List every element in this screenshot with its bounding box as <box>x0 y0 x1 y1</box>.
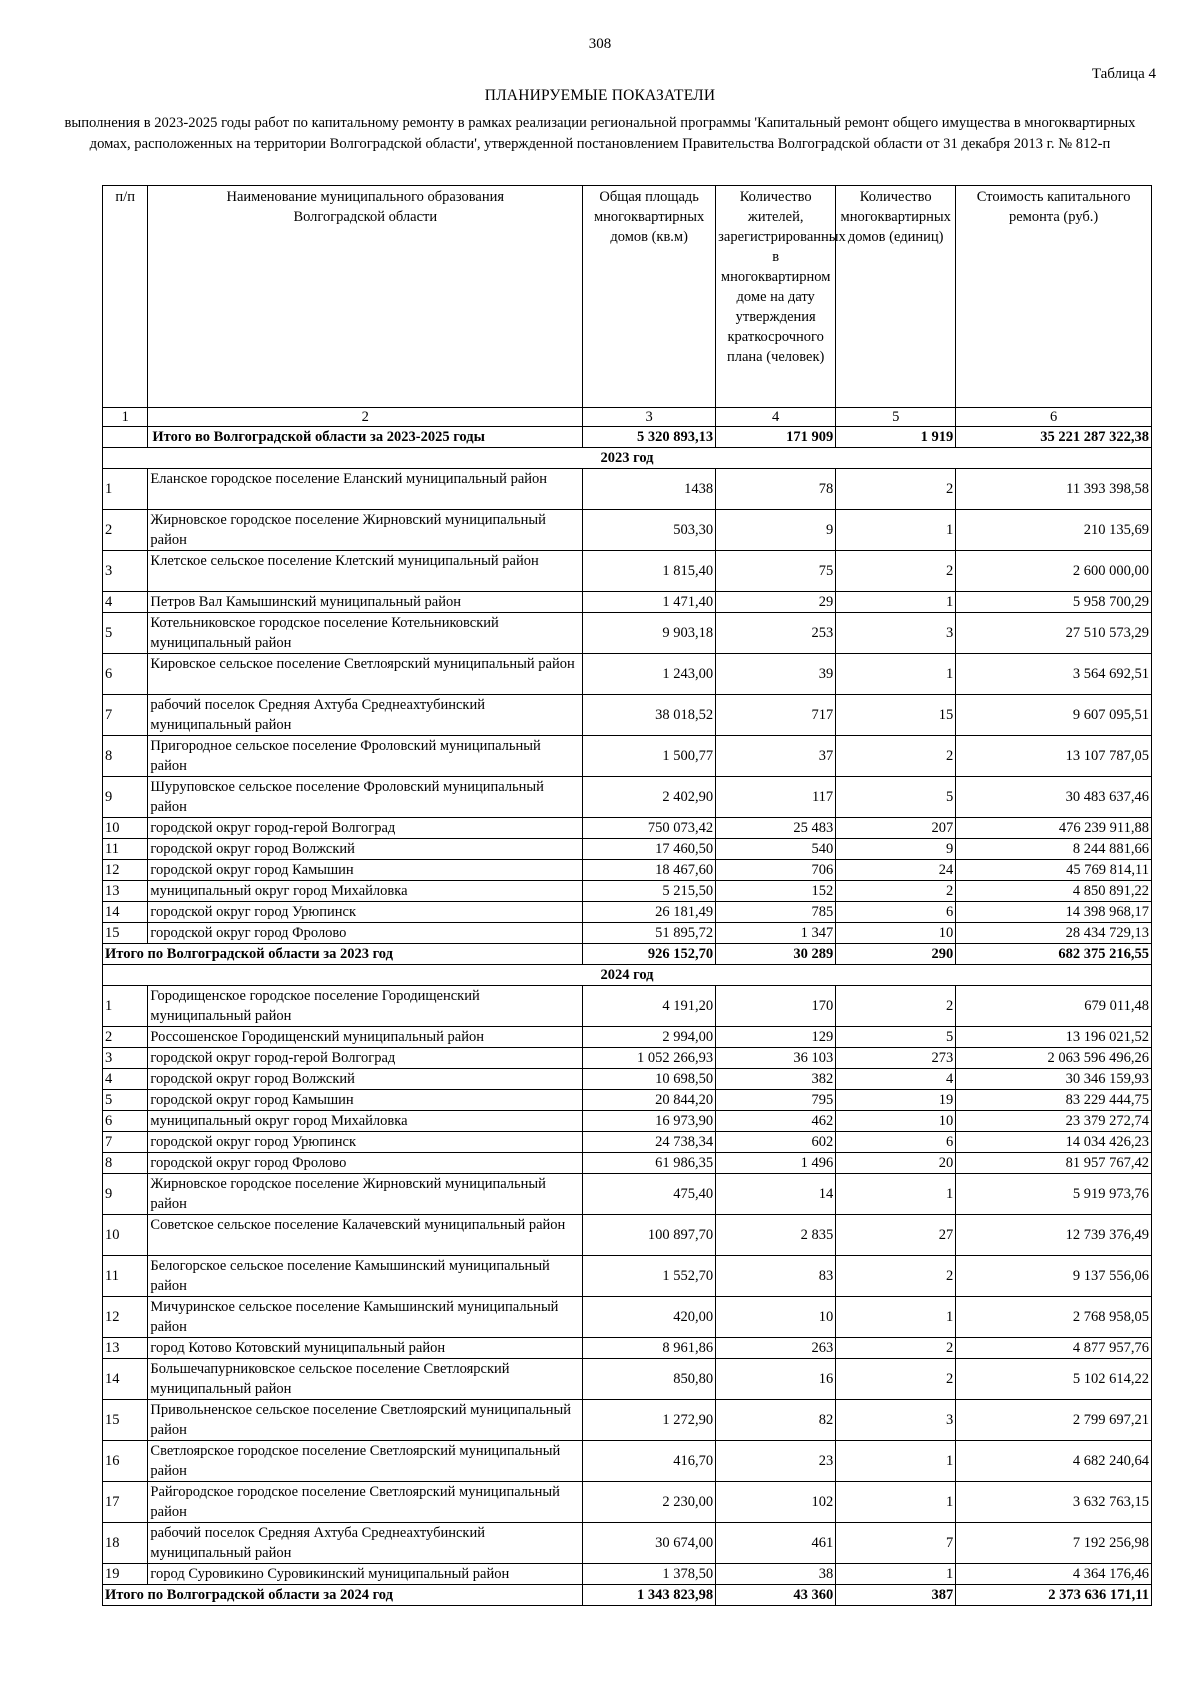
col-number: 3 <box>583 408 716 427</box>
table-header-row <box>103 186 1152 408</box>
area-value: 503,30 <box>583 510 716 551</box>
houses-value: 1 <box>836 1441 956 1482</box>
residents-value: 10 <box>716 1297 836 1338</box>
houses-value: 2 <box>836 736 956 777</box>
area-value: 10 698,50 <box>583 1069 716 1090</box>
table-label: Таблица 4 <box>1091 66 1156 82</box>
municipality-name: Райгородское городское поселение Светлоярский муниципальный район <box>148 1482 583 1523</box>
cost-value: 30 346 159,93 <box>956 1069 1152 1090</box>
houses-value: 1 <box>836 510 956 551</box>
row-number: 6 <box>103 654 148 695</box>
row-number: 11 <box>103 839 148 860</box>
table-row <box>103 510 1152 551</box>
area-value: 1 471,40 <box>583 592 716 613</box>
row-number: 3 <box>103 551 148 592</box>
document-title: ПЛАНИРУЕМЫЕ ПОКАЗАТЕЛИ <box>484 87 716 104</box>
header-houses: Количество многоквартирных домов (единиц) <box>836 186 956 408</box>
cost-value: 5 919 973,76 <box>956 1174 1152 1215</box>
table-row <box>103 1523 1152 1564</box>
cost-value: 11 393 398,58 <box>956 469 1152 510</box>
table-row <box>103 839 1152 860</box>
houses-value: 6 <box>836 902 956 923</box>
row-number: 5 <box>103 1090 148 1111</box>
residents-value: 117 <box>716 777 836 818</box>
cost-value: 3 632 763,15 <box>956 1482 1152 1523</box>
row-number: 15 <box>103 923 148 944</box>
municipality-name: Городищенское городское поселение Городищенский муниципальный район <box>148 986 583 1027</box>
residents-value: 263 <box>716 1338 836 1359</box>
municipality-name: Еланское городское поселение Еланский муниципальный район <box>148 469 583 510</box>
col-number: 1 <box>103 408 148 427</box>
houses-value: 2 <box>836 551 956 592</box>
houses-value: 2 <box>836 469 956 510</box>
houses-value: 5 <box>836 1027 956 1048</box>
area-value: 2 230,00 <box>583 1482 716 1523</box>
table-row <box>103 1297 1152 1338</box>
residents-value: 602 <box>716 1132 836 1153</box>
year-header-row <box>103 965 1152 986</box>
residents-value: 82 <box>716 1400 836 1441</box>
municipality-name: Советское сельское поселение Калачевский муниципальный район <box>148 1215 583 1256</box>
municipality-name: Клетское сельское поселение Клетский муниципальный район <box>148 551 583 592</box>
col-number: 6 <box>956 408 1152 427</box>
document-subtitle: выполнения в 2023-2025 годы работ по капитальному ремонту в рамках реализации региональной программы 'Капитальный ремонт общего имущества в многоквартирных домах, расположенных на территории Волгоградской области', утвержденной постановлением Правительства Волгоградской области от 31 декабря 2013 г. № 812-п <box>64 115 1136 152</box>
area-value: 17 460,50 <box>583 839 716 860</box>
col-number: 5 <box>836 408 956 427</box>
cost-value: 12 739 376,49 <box>956 1215 1152 1256</box>
municipality-name: Мичуринское сельское поселение Камышинский муниципальный район <box>148 1297 583 1338</box>
header-residents: Количество жителей, зарегистрированных в многоквартирном доме на дату утверждения краткосрочного плана (человек) <box>716 186 836 408</box>
municipality-name: рабочий поселок Средняя Ахтуба Среднеахтубинский муниципальный район <box>148 695 583 736</box>
residents-value: 461 <box>716 1523 836 1564</box>
table-row <box>103 1359 1152 1400</box>
cost-value: 5 958 700,29 <box>956 592 1152 613</box>
grand-total-row <box>103 427 1152 448</box>
row-number: 3 <box>103 1048 148 1069</box>
row-number: 4 <box>103 1069 148 1090</box>
houses-value: 20 <box>836 1153 956 1174</box>
row-number: 12 <box>103 860 148 881</box>
cost-value: 4 364 176,46 <box>956 1564 1152 1585</box>
municipality-name: Шуруповское сельское поселение Фроловский муниципальный район <box>148 777 583 818</box>
municipality-name: Жирновское городское поселение Жирновский муниципальный район <box>148 510 583 551</box>
cost-value: 9 607 095,51 <box>956 695 1152 736</box>
grand-total-residents: 171 909 <box>716 427 836 448</box>
row-number: 2 <box>103 1027 148 1048</box>
table-row <box>103 736 1152 777</box>
residents-value: 16 <box>716 1359 836 1400</box>
row-number: 8 <box>103 1153 148 1174</box>
municipality-name: городской округ город-герой Волгоград <box>148 818 583 839</box>
residents-value: 14 <box>716 1174 836 1215</box>
cost-value: 5 102 614,22 <box>956 1359 1152 1400</box>
area-value: 38 018,52 <box>583 695 716 736</box>
municipality-name: городской округ город Урюпинск <box>148 902 583 923</box>
cost-value: 476 239 911,88 <box>956 818 1152 839</box>
cost-value: 81 957 767,42 <box>956 1153 1152 1174</box>
area-value: 4 191,20 <box>583 986 716 1027</box>
row-number: 10 <box>103 818 148 839</box>
table-row <box>103 1482 1152 1523</box>
area-value: 1438 <box>583 469 716 510</box>
municipality-name: городской округ город Волжский <box>148 1069 583 1090</box>
residents-value: 253 <box>716 613 836 654</box>
area-value: 51 895,72 <box>583 923 716 944</box>
table-row <box>103 818 1152 839</box>
grand-total-area: 5 320 893,13 <box>583 427 716 448</box>
area-value: 26 181,49 <box>583 902 716 923</box>
row-number: 11 <box>103 1256 148 1297</box>
cost-value: 30 483 637,46 <box>956 777 1152 818</box>
houses-value: 1 <box>836 1564 956 1585</box>
residents-value: 78 <box>716 469 836 510</box>
municipality-name: Белогорское сельское поселение Камышинский муниципальный район <box>148 1256 583 1297</box>
residents-value: 39 <box>716 654 836 695</box>
year-total-label: Итого по Волгоградской области за 2024 год <box>103 1585 583 1606</box>
residents-value: 36 103 <box>716 1048 836 1069</box>
houses-value: 2 <box>836 1359 956 1400</box>
municipality-name: Кировское сельское поселение Светлоярский муниципальный район <box>148 654 583 695</box>
area-value: 1 815,40 <box>583 551 716 592</box>
cost-value: 2 063 596 496,26 <box>956 1048 1152 1069</box>
cost-value: 7 192 256,98 <box>956 1523 1152 1564</box>
year-total-label: Итого по Волгоградской области за 2023 год <box>103 944 583 965</box>
col-number: 4 <box>716 408 836 427</box>
year-total-houses: 387 <box>836 1585 956 1606</box>
year-label: 2023 год <box>103 448 1152 469</box>
page-number: 308 <box>588 36 612 52</box>
cost-value: 14 034 426,23 <box>956 1132 1152 1153</box>
area-value: 2 402,90 <box>583 777 716 818</box>
residents-value: 1 347 <box>716 923 836 944</box>
table-row <box>103 1441 1152 1482</box>
houses-value: 207 <box>836 818 956 839</box>
residents-value: 23 <box>716 1441 836 1482</box>
houses-value: 3 <box>836 613 956 654</box>
row-number: 8 <box>103 736 148 777</box>
municipality-name: муниципальный округ город Михайловка <box>148 881 583 902</box>
row-number: 14 <box>103 1359 148 1400</box>
municipality-name: городской округ город-герой Волгоград <box>148 1048 583 1069</box>
municipality-name: Пригородное сельское поселение Фроловский муниципальный район <box>148 736 583 777</box>
row-number: 6 <box>103 1111 148 1132</box>
cost-value: 679 011,48 <box>956 986 1152 1027</box>
area-value: 850,80 <box>583 1359 716 1400</box>
year-total-residents: 30 289 <box>716 944 836 965</box>
houses-value: 10 <box>836 923 956 944</box>
area-value: 61 986,35 <box>583 1153 716 1174</box>
year-total-area: 1 343 823,98 <box>583 1585 716 1606</box>
residents-value: 540 <box>716 839 836 860</box>
year-total-residents: 43 360 <box>716 1585 836 1606</box>
cost-value: 4 682 240,64 <box>956 1441 1152 1482</box>
houses-value: 1 <box>836 1297 956 1338</box>
cost-value: 210 135,69 <box>956 510 1152 551</box>
table-row <box>103 551 1152 592</box>
municipality-name: муниципальный округ город Михайловка <box>148 1111 583 1132</box>
table-row <box>103 592 1152 613</box>
municipality-name: городской округ город Камышин <box>148 860 583 881</box>
table-row <box>103 613 1152 654</box>
row-number: 13 <box>103 881 148 902</box>
area-value: 2 994,00 <box>583 1027 716 1048</box>
area-value: 1 552,70 <box>583 1256 716 1297</box>
houses-value: 15 <box>836 695 956 736</box>
houses-value: 1 <box>836 1482 956 1523</box>
row-number: 13 <box>103 1338 148 1359</box>
table-row <box>103 1153 1152 1174</box>
table-row <box>103 1090 1152 1111</box>
cost-value: 4 850 891,22 <box>956 881 1152 902</box>
houses-value: 2 <box>836 986 956 1027</box>
table-row <box>103 469 1152 510</box>
area-value: 1 243,00 <box>583 654 716 695</box>
row-number: 7 <box>103 1132 148 1153</box>
year-total-row <box>103 944 1152 965</box>
row-number: 1 <box>103 469 148 510</box>
row-number: 5 <box>103 613 148 654</box>
table-row <box>103 654 1152 695</box>
table-row <box>103 1400 1152 1441</box>
municipality-name: Котельниковское городское поселение Котельниковский муниципальный район <box>148 613 583 654</box>
header-idx: п/п <box>103 186 148 408</box>
cost-value: 4 877 957,76 <box>956 1338 1152 1359</box>
header-name: Наименование муниципального образования Волгоградской области <box>148 186 583 408</box>
year-total-cost: 682 375 216,55 <box>956 944 1152 965</box>
row-number: 18 <box>103 1523 148 1564</box>
cost-value: 2 600 000,00 <box>956 551 1152 592</box>
year-label: 2024 год <box>103 965 1152 986</box>
table-row <box>103 1564 1152 1585</box>
area-value: 24 738,34 <box>583 1132 716 1153</box>
cost-value: 83 229 444,75 <box>956 1090 1152 1111</box>
residents-value: 29 <box>716 592 836 613</box>
year-header-row <box>103 448 1152 469</box>
houses-value: 19 <box>836 1090 956 1111</box>
residents-value: 102 <box>716 1482 836 1523</box>
residents-value: 37 <box>716 736 836 777</box>
table-row <box>103 777 1152 818</box>
municipality-name: городской округ город Волжский <box>148 839 583 860</box>
row-number: 4 <box>103 592 148 613</box>
houses-value: 24 <box>836 860 956 881</box>
cost-value: 23 379 272,74 <box>956 1111 1152 1132</box>
table-row <box>103 902 1152 923</box>
year-total-cost: 2 373 636 171,11 <box>956 1585 1152 1606</box>
residents-value: 170 <box>716 986 836 1027</box>
residents-value: 129 <box>716 1027 836 1048</box>
area-value: 420,00 <box>583 1297 716 1338</box>
area-value: 18 467,60 <box>583 860 716 881</box>
cost-value: 8 244 881,66 <box>956 839 1152 860</box>
row-number: 2 <box>103 510 148 551</box>
cost-value: 27 510 573,29 <box>956 613 1152 654</box>
houses-value: 1 <box>836 592 956 613</box>
grand-total-cost: 35 221 287 322,38 <box>956 427 1152 448</box>
table-row <box>103 986 1152 1027</box>
cost-value: 45 769 814,11 <box>956 860 1152 881</box>
table-row <box>103 695 1152 736</box>
cost-value: 28 434 729,13 <box>956 923 1152 944</box>
houses-value: 7 <box>836 1523 956 1564</box>
houses-value: 9 <box>836 839 956 860</box>
residents-value: 382 <box>716 1069 836 1090</box>
residents-value: 9 <box>716 510 836 551</box>
area-value: 9 903,18 <box>583 613 716 654</box>
area-value: 1 272,90 <box>583 1400 716 1441</box>
table-row <box>103 1338 1152 1359</box>
residents-value: 462 <box>716 1111 836 1132</box>
municipality-name: городской округ город Урюпинск <box>148 1132 583 1153</box>
residents-value: 83 <box>716 1256 836 1297</box>
cost-value: 9 137 556,06 <box>956 1256 1152 1297</box>
cost-value: 13 107 787,05 <box>956 736 1152 777</box>
residents-value: 152 <box>716 881 836 902</box>
houses-value: 1 <box>836 654 956 695</box>
area-value: 8 961,86 <box>583 1338 716 1359</box>
area-value: 5 215,50 <box>583 881 716 902</box>
year-total-row <box>103 1585 1152 1606</box>
houses-value: 2 <box>836 1338 956 1359</box>
area-value: 30 674,00 <box>583 1523 716 1564</box>
municipality-name: Петров Вал Камышинский муниципальный район <box>148 592 583 613</box>
grand-total-label: Итого во Волгоградской области за 2023-2025 годы <box>148 427 583 448</box>
municipality-name: Привольненское сельское поселение Светлоярский муниципальный район <box>148 1400 583 1441</box>
cost-value: 14 398 968,17 <box>956 902 1152 923</box>
houses-value: 2 <box>836 1256 956 1297</box>
residents-value: 706 <box>716 860 836 881</box>
municipality-name: город Суровикино Суровикинский муниципальный район <box>148 1564 583 1585</box>
residents-value: 25 483 <box>716 818 836 839</box>
area-value: 750 073,42 <box>583 818 716 839</box>
table-row <box>103 1048 1152 1069</box>
houses-value: 10 <box>836 1111 956 1132</box>
header-area: Общая площадь многоквартирных домов (кв.м) <box>583 186 716 408</box>
row-number: 12 <box>103 1297 148 1338</box>
row-number: 17 <box>103 1482 148 1523</box>
table-row <box>103 1215 1152 1256</box>
grand-total-houses: 1 919 <box>836 427 956 448</box>
table-row <box>103 1174 1152 1215</box>
row-number: 7 <box>103 695 148 736</box>
houses-value: 1 <box>836 1174 956 1215</box>
houses-value: 5 <box>836 777 956 818</box>
municipality-name: городской округ город Фролово <box>148 1153 583 1174</box>
houses-value: 27 <box>836 1215 956 1256</box>
table-row <box>103 860 1152 881</box>
cost-value: 13 196 021,52 <box>956 1027 1152 1048</box>
houses-value: 4 <box>836 1069 956 1090</box>
residents-value: 795 <box>716 1090 836 1111</box>
area-value: 100 897,70 <box>583 1215 716 1256</box>
area-value: 16 973,90 <box>583 1111 716 1132</box>
houses-value: 3 <box>836 1400 956 1441</box>
residents-value: 75 <box>716 551 836 592</box>
column-numbers-row <box>103 408 1152 427</box>
header-cost: Стоимость капитального ремонта (руб.) <box>956 186 1152 408</box>
houses-value: 2 <box>836 881 956 902</box>
residents-value: 38 <box>716 1564 836 1585</box>
area-value: 1 378,50 <box>583 1564 716 1585</box>
municipality-name: город Котово Котовский муниципальный район <box>148 1338 583 1359</box>
table-row <box>103 1132 1152 1153</box>
residents-value: 1 496 <box>716 1153 836 1174</box>
row-number: 15 <box>103 1400 148 1441</box>
area-value: 416,70 <box>583 1441 716 1482</box>
residents-value: 2 835 <box>716 1215 836 1256</box>
municipality-name: городской округ город Фролово <box>148 923 583 944</box>
cost-value: 3 564 692,51 <box>956 654 1152 695</box>
year-total-houses: 290 <box>836 944 956 965</box>
area-value: 20 844,20 <box>583 1090 716 1111</box>
indicators-table <box>102 185 1152 1606</box>
row-number: 9 <box>103 777 148 818</box>
residents-value: 785 <box>716 902 836 923</box>
residents-value: 717 <box>716 695 836 736</box>
houses-value: 273 <box>836 1048 956 1069</box>
table-row <box>103 881 1152 902</box>
municipality-name: городской округ город Камышин <box>148 1090 583 1111</box>
houses-value: 6 <box>836 1132 956 1153</box>
cost-value: 2 768 958,05 <box>956 1297 1152 1338</box>
municipality-name: Светлоярское городское поселение Светлоярский муниципальный район <box>148 1441 583 1482</box>
col-number: 2 <box>148 408 583 427</box>
municipality-name: рабочий поселок Средняя Ахтуба Среднеахтубинский муниципальный район <box>148 1523 583 1564</box>
table-row <box>103 1027 1152 1048</box>
year-total-area: 926 152,70 <box>583 944 716 965</box>
area-value: 1 500,77 <box>583 736 716 777</box>
municipality-name: Жирновское городское поселение Жирновский муниципальный район <box>148 1174 583 1215</box>
municipality-name: Большечапурниковское сельское поселение Светлоярский муниципальный район <box>148 1359 583 1400</box>
table-row <box>103 1069 1152 1090</box>
row-number: 9 <box>103 1174 148 1215</box>
row-number: 16 <box>103 1441 148 1482</box>
table-row <box>103 923 1152 944</box>
row-number: 10 <box>103 1215 148 1256</box>
cost-value: 2 799 697,21 <box>956 1400 1152 1441</box>
table-row <box>103 1111 1152 1132</box>
table-row <box>103 1256 1152 1297</box>
area-value: 1 052 266,93 <box>583 1048 716 1069</box>
area-value: 475,40 <box>583 1174 716 1215</box>
row-number: 14 <box>103 902 148 923</box>
row-number: 1 <box>103 986 148 1027</box>
row-number: 19 <box>103 1564 148 1585</box>
municipality-name: Россошенское Городищенский муниципальный район <box>148 1027 583 1048</box>
